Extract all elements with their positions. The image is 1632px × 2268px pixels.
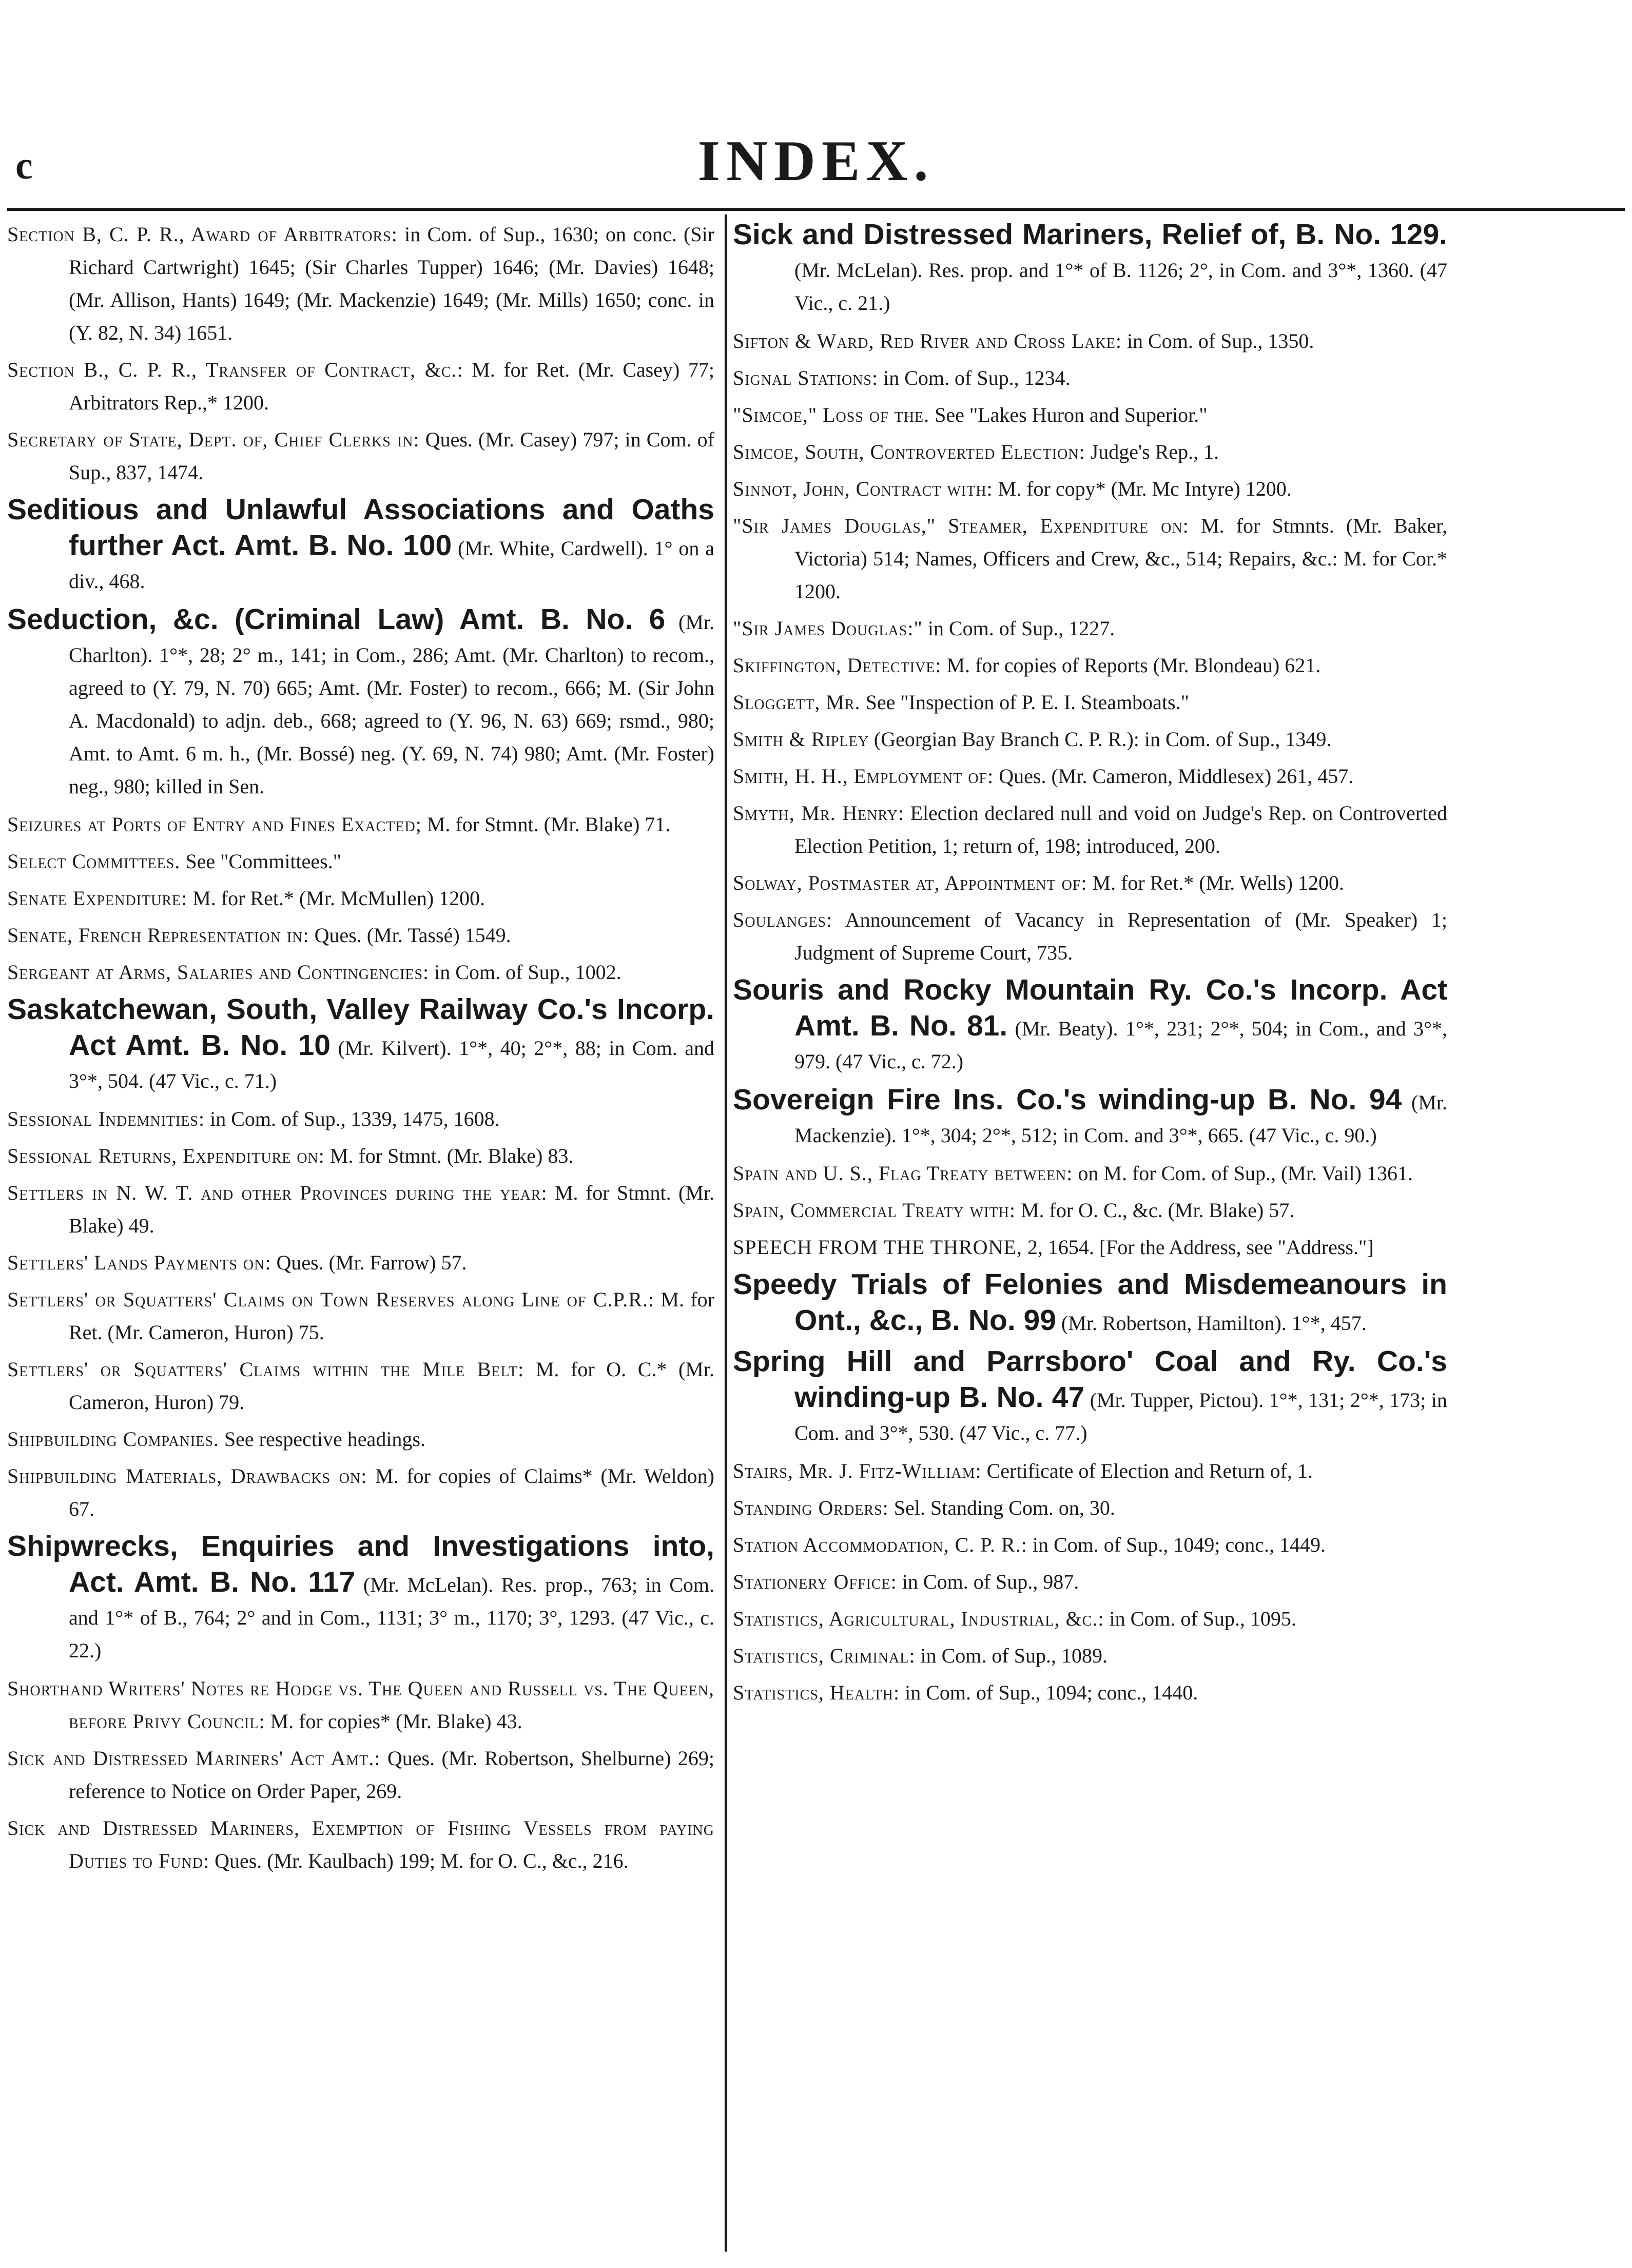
index-entry [733,510,1447,608]
entry-heading: Senate, French Representation in: [7,924,309,947]
entry-heading: Statistics, Agricultural, Industrial, &c.: [733,1607,1104,1630]
page-letter: c [15,144,33,187]
entry-heading: Stairs, Mr. J. Fitz-William: [733,1459,982,1482]
index-entry [7,1103,714,1136]
entry-references: (Mr. Beaty). 1°*, 231; 2°*, 504; in Com., and 3°*, 979. (47 Vic., c. 72.) [794,1017,1447,1073]
entry-references: in Com. of Sup., 1002. [429,961,621,984]
entry-references: in Com. of Sup., 1339, 1475, 1608. [205,1107,500,1130]
entry-heading: Sick and Distressed Mariners' Act Amt.: [7,1747,381,1770]
entry-references: Certificate of Election and Return of, 1. [981,1459,1313,1482]
entry-references: Ques. (Mr. Casey) 797; in Com. of Sup., 837, 1474. [69,428,714,484]
index-entry [7,1812,714,1878]
entry-heading: SPEECH FROM THE THRONE, [733,1236,1022,1259]
index-entry [733,362,1447,395]
entry-references: in Com. of Sup., 1234. [878,366,1071,389]
index-entry [733,1194,1447,1227]
index-entry [7,1460,714,1526]
entry-references: M. for Stmnt. (Mr. Blake) 71. [421,813,671,836]
page-title: INDEX. [697,129,935,193]
entry-references: in Com. of Sup., 1049; conc., 1449. [1027,1533,1326,1556]
index-entry [7,218,714,349]
entry-heading: Speedy Trials of Felonies and Misdemeanours in Ont., &c., B. No. 99 [733,1268,1447,1337]
entry-heading: Solway, Postmaster at, Appointment of: [733,871,1087,894]
entry-references: M. for Stmnt. (Mr. Blake) 83. [324,1144,574,1167]
index-entry [7,423,714,489]
entry-heading: Stationery Office: [733,1570,897,1593]
entry-references: Ques. (Mr. Robertson, Shelburne) 269; reference to Notice on Order Paper, 269. [69,1747,714,1803]
entry-heading: Standing Orders: [733,1496,889,1519]
index-entry [7,1423,714,1456]
entry-heading: Section B, C. P. R., Award of Arbitrators: [7,223,398,246]
entry-heading: Spain, Commercial Treaty with: [733,1199,1016,1222]
entry-references: See "Committees." [180,850,342,873]
index-entry [733,1455,1447,1488]
index-entry [733,686,1447,719]
entry-references: (Georgian Bay Branch C. P. R.): in Com. of Sup., 1349. [868,728,1332,751]
entry-references: in Com. of Sup., 987. [897,1570,1079,1593]
index-entry [7,354,714,419]
header-rule [7,208,1625,211]
index-entry [733,797,1447,863]
index-entry [733,1566,1447,1598]
index-entry [733,1639,1447,1672]
index-entry [7,845,714,878]
right-column [733,218,1447,2263]
entry-references: (Mr. McLelan). Res. prop. and 1°* of B. 1126; 2°, in Com. and 3°*, 1360. (47 Vic., c. 21.) [794,259,1447,315]
entry-heading: Sick and Distressed Mariners, Exemption of Fishing Vessels from paying Duties to Fund: [7,1816,714,1872]
column-divider [725,214,727,2252]
entry-heading: Spain and U. S., Flag Treaty between: [733,1162,1073,1185]
entry-references: M. for Ret.* (Mr. Wells) 1200. [1087,871,1344,894]
entry-heading: Soulanges: [733,908,833,931]
entry-heading: Settlers' Lands Payments on: [7,1251,271,1274]
index-entry [7,1672,714,1738]
entry-heading: Smith, H. H., Employment of: [733,765,994,788]
index-entry [733,1157,1447,1190]
entry-heading: Statistics, Criminal: [733,1644,916,1667]
entry-heading: Sloggett, Mr. [733,691,861,714]
index-entry [7,1246,714,1279]
index-entry [733,1268,1447,1340]
entry-references: on M. for Com. of Sup., (Mr. Vail) 1361. [1073,1162,1413,1185]
entry-heading: Sergeant at Arms, Salaries and Contingencies: [7,961,430,984]
index-entry [7,882,714,915]
entry-heading: Select Committees. [7,850,181,873]
index-entry [733,325,1447,358]
index-entry [7,493,714,598]
entry-references: in Com. of Sup., 1630; on conc. (Sir Richard Cartwright) 1645; (Sir Charles Tupper) 1646; (Mr. Davies) 1648; (Mr. Allison, Hants) 1649; (Mr. Mackenzie) 1649; (Mr. Mills) 1650; conc. in (Y. 82, N. 34) 1651. [69,223,714,344]
entry-references: M. for Ret. (Mr. Casey) 77; Arbitrators Rep.,* 1200. [69,358,714,414]
entry-heading: "Simcoe," Loss of the. [733,403,930,426]
entry-references: in Com. of Sup., 1089. [915,1644,1108,1667]
entry-heading: Saskatchewan, South, Valley Railway Co.'s Incorp. Act Amt. B. No. 10 [7,993,714,1062]
entry-heading: Senate Expenditure: [7,887,188,910]
entry-heading: Sessional Indemnities: [7,1107,205,1130]
entry-references: M. for copies of Reports (Mr. Blondeau) 621. [941,654,1321,677]
entry-heading: Sinnot, John, Contract with: [733,477,993,500]
index-entry [7,919,714,952]
index-entry [7,1353,714,1419]
entry-references: (Mr. Robertson, Hamilton). 1°*, 457. [1056,1312,1367,1335]
entry-heading: Shipbuilding Materials, Drawbacks on: [7,1464,367,1488]
entry-heading: Sessional Returns, Expenditure on: [7,1144,325,1167]
entry-heading: Shipbuilding Companies. [7,1428,219,1451]
entry-references: in Com. of Sup., 1095. [1104,1607,1296,1630]
entry-references: in Com. of Sup., 1227. [922,617,1115,640]
entry-heading: Smyth, Mr. Henry: [733,801,904,825]
index-entry [7,1177,714,1242]
index-entry [733,1492,1447,1524]
entry-heading: Seizures at Ports of Entry and Fines Exacted; [7,813,422,836]
entry-heading: Seditious and Unlawful Associations and Oaths further Act. Amt. B. No. 100 [7,493,714,562]
entry-references: M. for copies* (Mr. Blake) 43. [265,1710,522,1733]
index-entry [7,1530,714,1667]
entry-references: M. for Ret. (Mr. Cameron, Huron) 75. [69,1288,714,1344]
index-entry [733,1345,1447,1450]
index-entry [733,904,1447,969]
index-entry [733,649,1447,682]
entry-references: M. for Ret.* (Mr. McMullen) 1200. [187,887,485,910]
entry-heading: Settlers' or Squatters' Claims within the Mile Belt: [7,1358,524,1381]
index-entry [733,399,1447,432]
entry-heading: Settlers in N. W. T. and other Provinces during the year: [7,1181,548,1204]
entry-references: in Com. of Sup., 1350. [1121,329,1314,353]
entry-references: (Mr. Charlton). 1°*, 28; 2° m., 141; in Com., 286; Amt. (Mr. Charlton) to recom., agreed to (Y. 79, N. 70) 665; Amt. (Mr. Foster) to recom., 666; M. (Sir John A. Macdonald) to adjn. deb., 668; agreed to (Y. 96, N. 63) 669; rsmd., 980; Amt. to Amt. 6 m. h., (Mr. Bossé) neg. (Y. 69, N. 74) 980; Amt. (Mr. Foster) neg., 980; killed in Sen. [69,611,714,798]
entry-heading: Seduction, &c. (Criminal Law) Amt. B. No. 6 [7,603,666,636]
index-entry [7,1283,714,1349]
entry-heading: Sifton & Ward, Red River and Cross Lake: [733,329,1122,353]
entry-references: M. for copies of Claims* (Mr. Weldon) 67. [69,1464,714,1520]
entry-references: Ques. (Mr. Kaulbach) 199; M. for O. C., &c., 216. [209,1849,629,1872]
entry-references: 2, 1654. [For the Address, see "Address."] [1022,1236,1374,1259]
entry-references: Ques. (Mr. Tassé) 1549. [309,924,511,947]
entry-heading: Settlers' or Squatters' Claims on Town Reserves along Line of C.P.R.: [7,1288,655,1311]
entry-references: M. for O. C.* (Mr. Cameron, Huron) 79. [69,1358,714,1414]
index-entry [733,723,1447,756]
index-entry [7,993,714,1098]
entry-references: See respective headings. [219,1428,425,1451]
index-entry [733,1602,1447,1635]
entry-heading: Section B., C. P. R., Transfer of Contract, &c.: [7,358,463,381]
entry-references: (Mr. McLelan). Res. prop., 763; in Com. and 1°* of B., 764; 2° and in Com., 1131; 3° m., 1170; 3°, 1293. (47 Vic., c. 22.) [69,1573,714,1662]
entry-references: Ques. (Mr. Cameron, Middlesex) 261, 457. [994,765,1354,788]
index-entry [733,1676,1447,1709]
entry-references: Sel. Standing Com. on, 30. [888,1496,1115,1519]
entry-heading: Shorthand Writers' Notes re Hodge vs. The Queen and Russell vs. The Queen, before Privy Council: [7,1677,714,1733]
entry-references: in Com. of Sup., 1094; conc., 1440. [900,1681,1198,1704]
index-entry [7,956,714,989]
left-column [7,218,714,2263]
entry-heading: Souris and Rocky Mountain Ry. Co.'s Incorp. Act Amt. B. No. 81. [733,973,1447,1042]
entry-heading: Spring Hill and Parrsboro' Coal and Ry. Co.'s winding-up B. No. 47 [733,1345,1447,1414]
entry-references: Election declared null and void on Judge's Rep. on Controverted Election Petition, 1; return of, 198; introduced, 200. [794,801,1447,857]
index-entry [7,1742,714,1808]
entry-references: Judge's Rep., 1. [1085,440,1219,463]
entry-heading: Skiffington, Detective: [733,654,942,677]
index-entry [733,1083,1447,1152]
entry-references: Ques. (Mr. Farrow) 57. [271,1251,467,1274]
entry-references: (Mr. Mackenzie). 1°*, 304; 2°*, 512; in Com. and 3°*, 665. (47 Vic., c. 90.) [794,1091,1447,1147]
index-entry [733,973,1447,1078]
entry-heading: Smith & Ripley [733,728,869,751]
entry-heading: "Sir James Douglas:" [733,617,923,640]
entry-references: (Mr. White, Cardwell). 1° on a div., 468. [69,537,714,593]
entry-references: M. for O. C., &c. (Mr. Blake) 57. [1015,1199,1295,1222]
entry-heading: Shipwrecks, Enquiries and Investigations into, Act. Amt. B. No. 117 [7,1530,714,1598]
entry-heading: Statistics, Health: [733,1681,900,1704]
entry-heading: Sick and Distressed Mariners, Relief of, B. No. 129. [733,218,1447,251]
entry-heading: Secretary of State, Dept. of, Chief Clerks in: [7,428,420,451]
index-entry [733,612,1447,645]
index-entry [733,1529,1447,1561]
entry-references: Announcement of Vacancy in Representation of (Mr. Speaker) 1; Judgment of Supreme Court, 735. [794,908,1447,964]
entry-heading: Simcoe, South, Controverted Election: [733,440,1085,463]
index-entry [733,1231,1447,1264]
entry-references: See "Inspection of P. E. I. Steamboats." [860,691,1189,714]
entry-references: (Mr. Kilvert). 1°*, 40; 2°*, 88; in Com. and 3°*, 504. (47 Vic., c. 71.) [69,1037,714,1092]
index-entry [733,218,1447,320]
entry-references: See "Lakes Huron and Superior." [929,403,1208,426]
entry-heading: Signal Stations: [733,366,879,389]
index-entry [733,436,1447,468]
entry-heading: Sovereign Fire Ins. Co.'s winding-up B. No. 94 [733,1083,1402,1116]
entry-references: M. for Stmnt. (Mr. Blake) 49. [69,1181,714,1237]
index-entry [7,603,714,803]
entry-references: M. for copy* (Mr. Mc Intyre) 1200. [993,477,1292,500]
index-entry [7,1140,714,1172]
index-entry [733,867,1447,900]
entry-heading: Station Accommodation, C. P. R.: [733,1533,1027,1556]
index-entry [7,808,714,841]
index-entry [733,760,1447,793]
entry-references: M. for Stmnts. (Mr. Baker, Victoria) 514; Names, Officers and Crew, &c., 514; Repairs, &c.: M. for Cor.* 1200. [794,514,1447,603]
entry-references: (Mr. Tupper, Pictou). 1°*, 131; 2°*, 173; in Com. and 3°*, 530. (47 Vic., c. 77.) [794,1389,1447,1444]
entry-heading: "Sir James Douglas," Steamer, Expenditure on: [733,514,1189,537]
index-entry [733,473,1447,505]
